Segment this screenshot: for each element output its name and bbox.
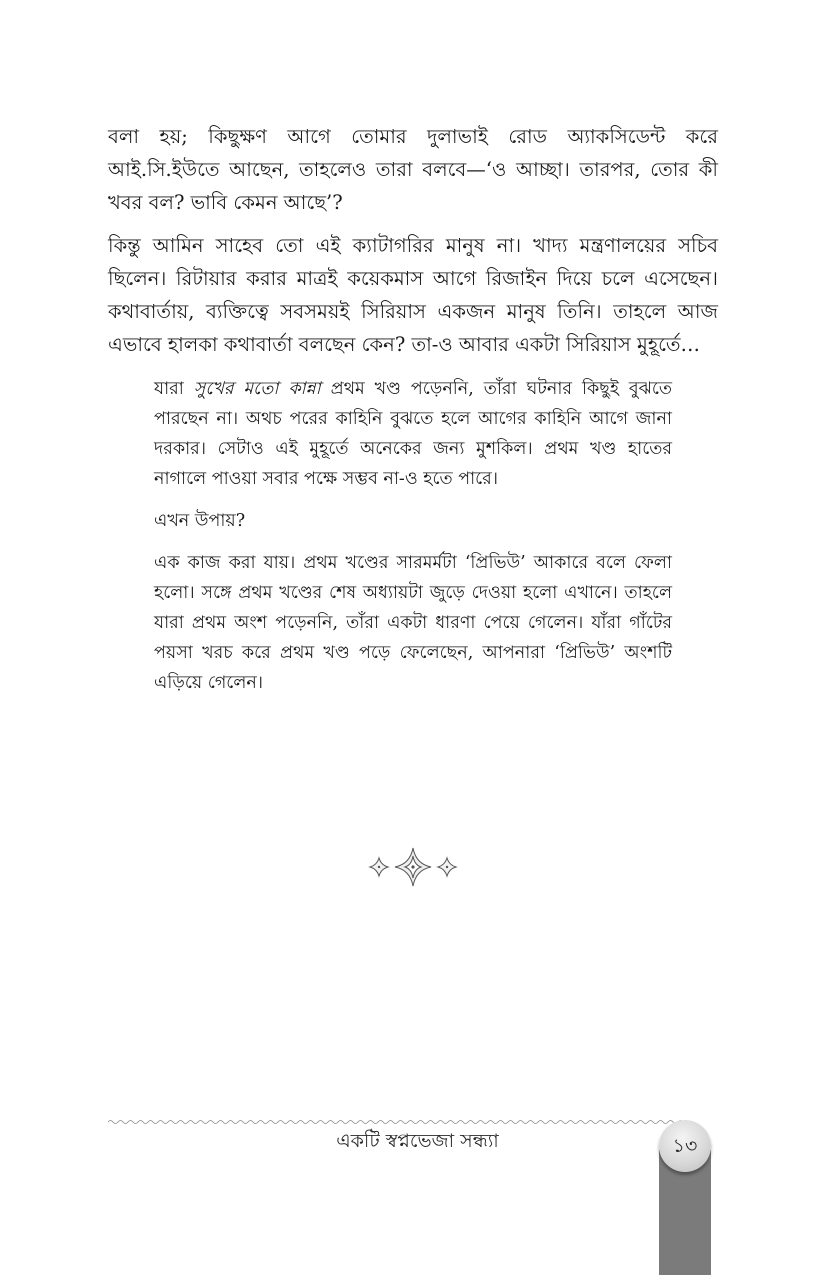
note-paragraph-1 <box>154 374 672 494</box>
note-p1-prefix: যারা <box>154 379 194 399</box>
note-paragraph-2: এখন উপায়? <box>154 511 246 531</box>
paragraph-2: কিন্তু আমিন সাহেব তো এই ক্যাটাগরির মানুষ না। খাদ্য মন্ত্রণালয়ের সচিব ছিলেন। রিটায়ার করার মাত্রই কয়েকমাস আগে রিজাইন দিয়ে চলে এসেছেন। কথাবার্তায়, ব্যক্তিত্বে সবসময়ই সিরিয়াস একজন মানুষ তিনি। তাহলে আজ এভাবে হালকা কথাবার্তা বলছেন কেন? তা-ও আবার একটা সিরিয়াস মুহূর্তে… <box>108 234 718 356</box>
page-number: ১৩ <box>672 1134 698 1157</box>
sparkle-ornament-icon <box>363 842 463 892</box>
book-title-italic: সুখের মতো কান্না <box>193 379 321 399</box>
paragraph-1: বলা হয়; কিছুক্ষণ আগে তোমার দুলাভাই রোড অ্যাকসিডেন্ট করে আই.সি.ইউতে আছেন, তাহলেও তারা বলবে—‘ও আচ্ছা। তারপর, তোর কী খবর বল? ভাবি কেমন আছে’? <box>108 125 718 214</box>
running-title: একটি স্বপ্নভেজা সন্ধ্যা <box>336 1130 499 1152</box>
main-text-block <box>108 120 718 371</box>
preview-note-block <box>154 374 672 710</box>
note-paragraph-3: এক কাজ করা যায়। প্রথম খণ্ডের সারমর্মটা ‘প্রিভিউ’ আকারে বলে ফেলা হলো। সঙ্গে প্রথম খণ্ডের শেষ অধ্যায়টা জুড়ে দেওয়া হলো এখানে। তাহলে যারা প্রথম অংশ পড়েননি, তাঁরা একটা ধারণা পেয়ে গেলেন। যাঁরা গাঁটের পয়সা খরচ করে প্রথম খণ্ড পড়ে ফেলেছেন, আপনারা ‘প্রিভিউ’ অংশটি এড়িয়ে গেলেন। <box>154 553 672 693</box>
footer-divider <box>108 1119 683 1125</box>
note-p1-suffix: প্রথম খণ্ড পড়েননি, তাঁরা ঘটনার কিছুই বুঝতে পারছেন না। অথচ পরের কাহিনি বুঝতে হলে আগের কাহিনি আগে জানা দরকার। সেটাও এই মুহূর্তে অনেকের জন্য মুশকিল। প্রথম খণ্ড হাতের নাগালে পাওয়া সবার পক্ষে সম্ভব না-ও হতে পারে। <box>154 379 672 489</box>
page-number-badge <box>659 1120 711 1172</box>
